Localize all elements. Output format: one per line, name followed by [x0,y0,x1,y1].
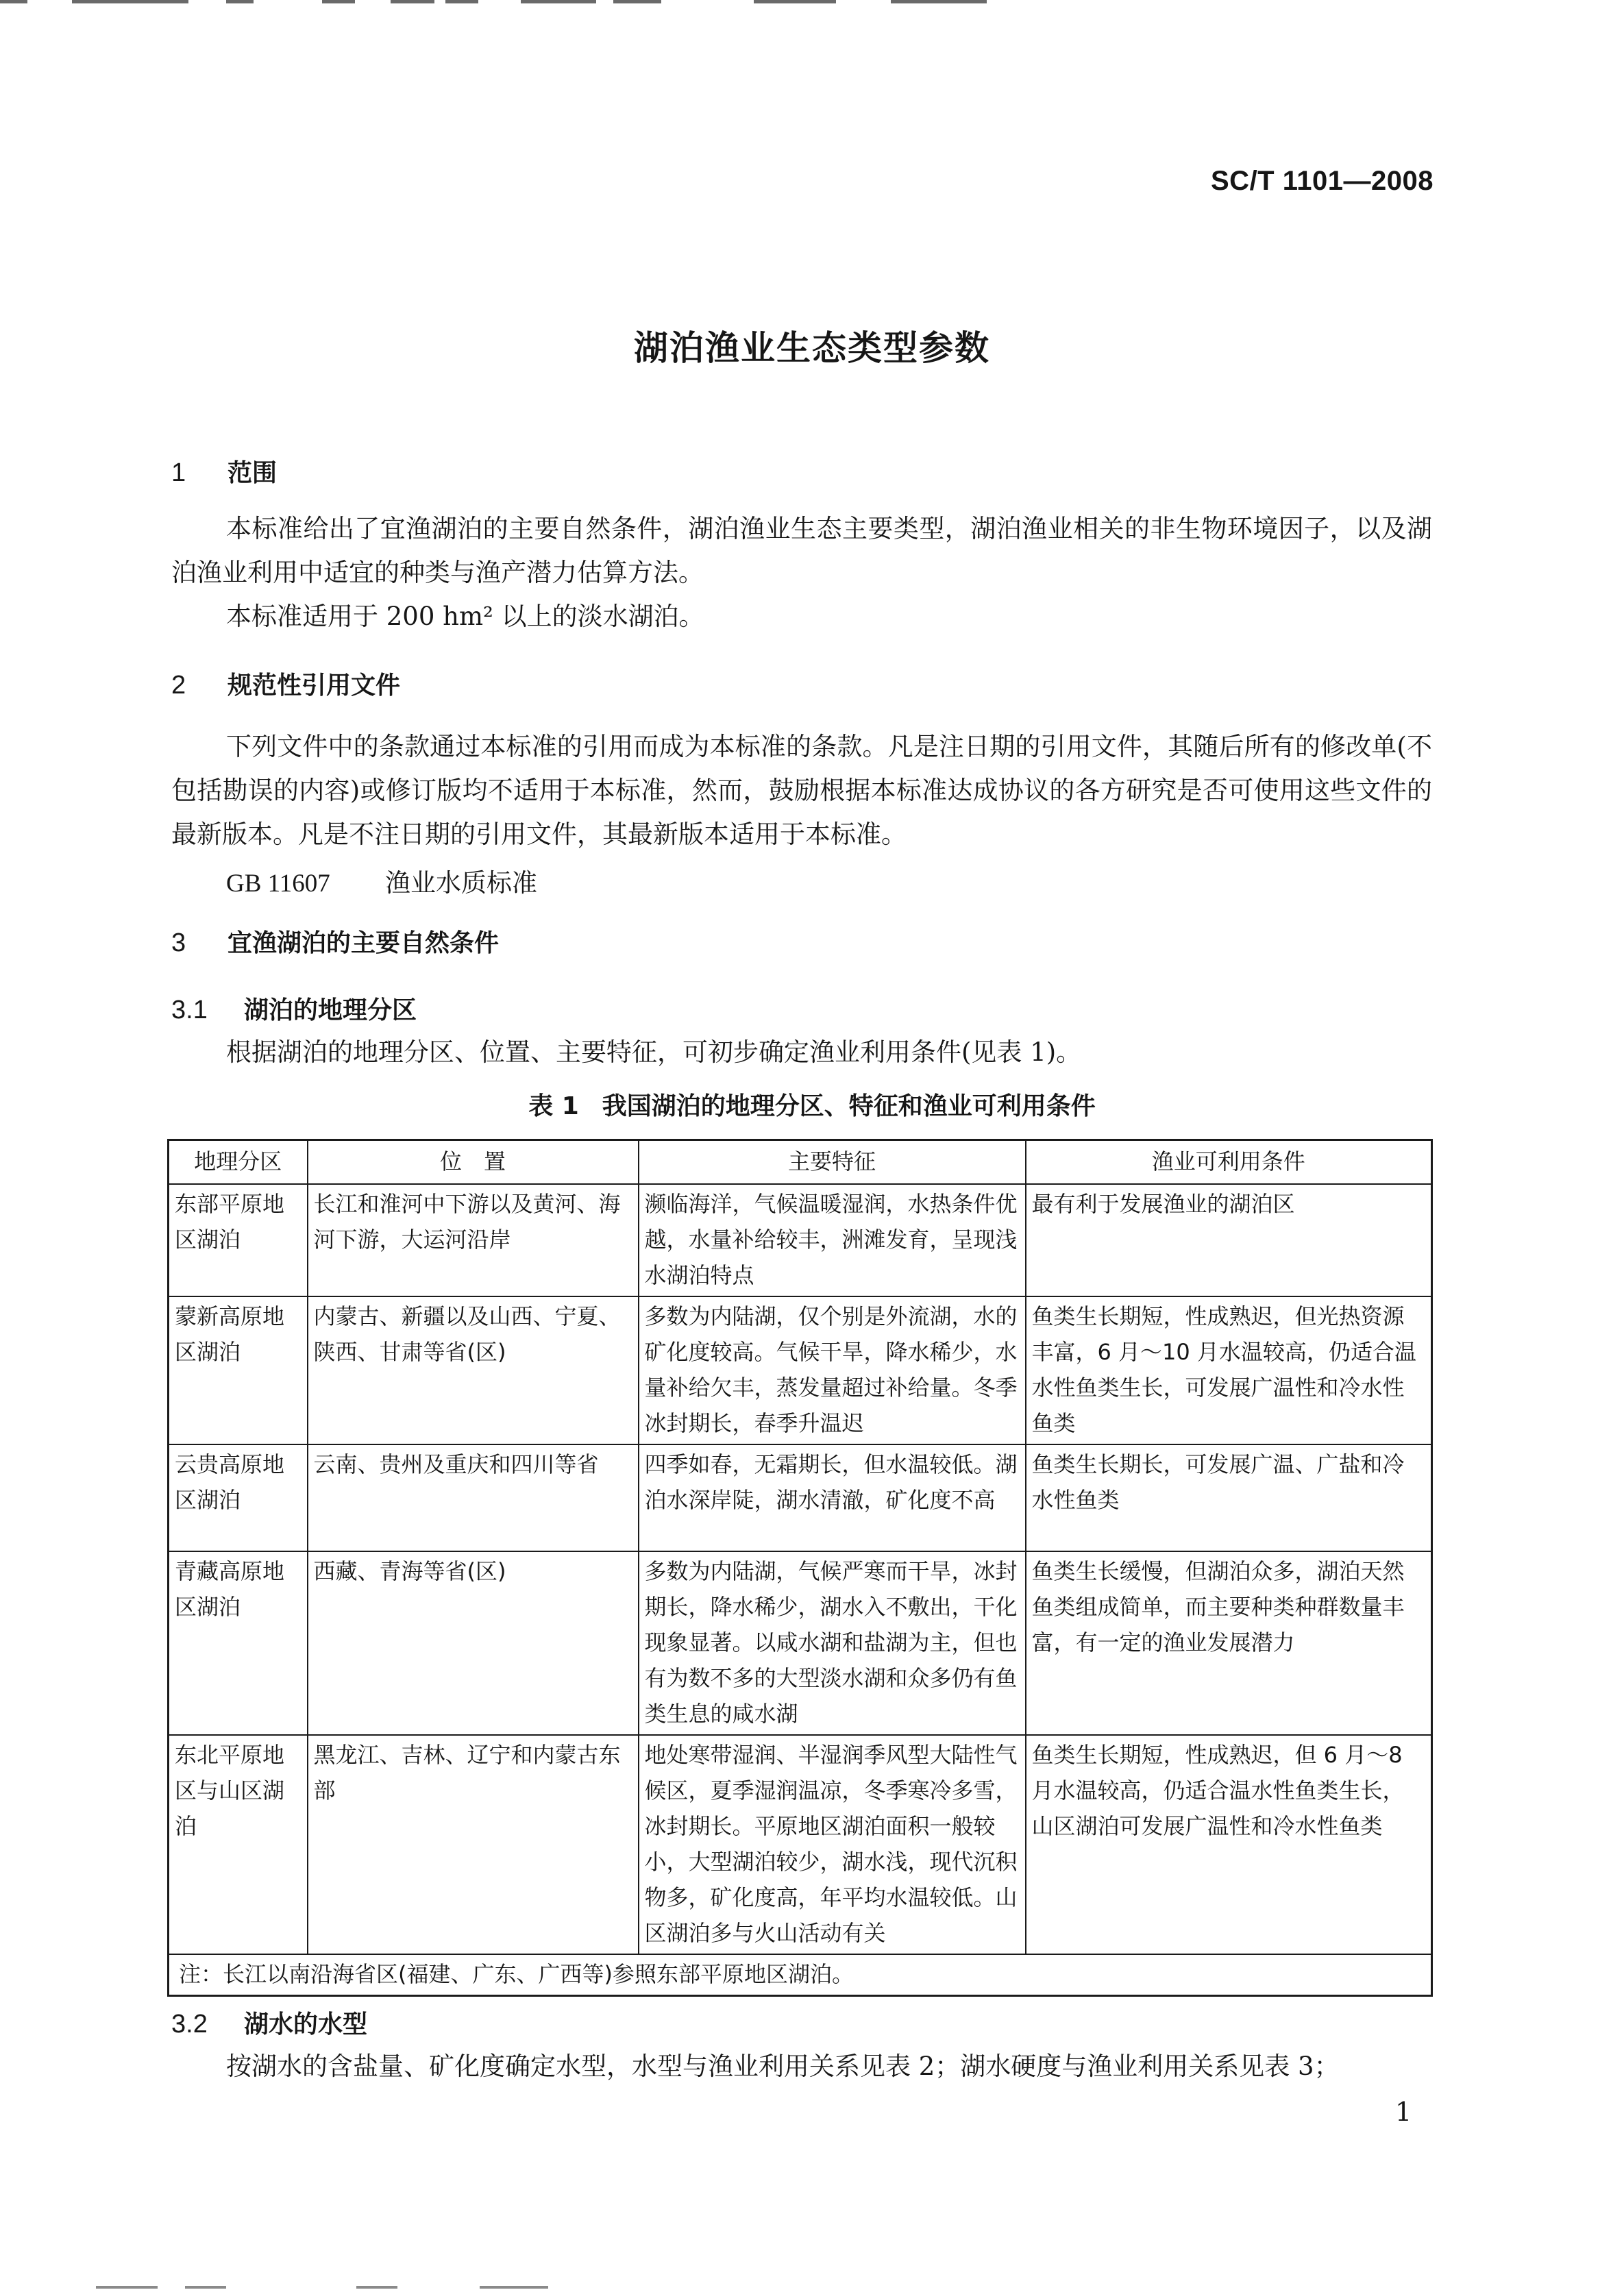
section-2-heading [171,666,400,701]
cell-features: 地处寒带湿润、半湿润季风型大陆性气候区，夏季湿润温凉，冬季寒冷多雪，冰封期长。平原地区湖泊面积一般较小，大型湖泊较少，湖水浅，现代沉积物多，矿化度高，年平均水温较低。山区湖泊多与火山活动有关 [639,1735,1026,1954]
section-3-1-paragraph: 根据湖泊的地理分区、位置、主要特征，可初步确定渔业利用条件(见表 1)。 [226,1037,1082,1067]
section-1-paragraph-1: 本标准给出了宜渔湖泊的主要自然条件，湖泊渔业生态主要类型，湖泊渔业相关的非生物环境因子，以及湖泊渔业利用中适宜的种类与渔产潜力估算方法。 [171,514,1432,587]
cell-features: 四季如春，无霜期长，但水温较低。湖泊水深岸陡，湖水清澈，矿化度不高 [639,1444,1026,1551]
normative-reference [226,862,537,899]
table-1-caption [0,1087,1624,1122]
page-number: 1 [1395,2097,1412,2127]
cell-location: 黑龙江、吉林、辽宁和内蒙古东部 [308,1735,639,1954]
header-conditions: 渔业可利用条件 [1026,1140,1432,1185]
cell-location: 内蒙古、新疆以及山西、宁夏、陕西、甘肃等省(区) [308,1296,639,1444]
cell-features: 濒临海洋，气候温暖湿润，水热条件优越，水量补给较丰，洲滩发育，呈现浅水湖泊特点 [639,1184,1026,1296]
header-features: 主要特征 [639,1140,1026,1185]
header-location: 位 置 [308,1140,639,1185]
section-number: 3 [171,928,186,957]
cell-conditions: 最有利于发展渔业的湖泊区 [1026,1184,1432,1296]
section-number: 3.1 [171,996,208,1024]
section-3-2-paragraph: 按湖水的含盐量、矿化度确定水型，水型与渔业利用关系见表 2；湖水硬度与渔业利用关系见表 3； [226,2052,1340,2081]
cell-zone: 东北平原地区与山区湖泊 [169,1735,308,1954]
cell-features: 多数为内陆湖，仅个别是外流湖，水的矿化度较高。气候干旱，降水稀少，水量补给欠丰，蒸发量超过补给量。冬季冰封期长，春季升温迟 [639,1296,1026,1444]
document-code: SC/T 1101—2008 [1211,166,1434,196]
table-note: 注：长江以南沿海省区(福建、广东、广西等)参照东部平原地区湖泊。 [169,1954,1432,1996]
section-number: 3.2 [171,2010,208,2039]
cell-conditions: 鱼类生长期短，性成熟迟，但 6 月～8 月水温较高，仍适合温水性鱼类生长，山区湖泊可发展广温性和冷水性鱼类 [1026,1735,1432,1954]
section-3-heading [171,924,499,959]
reference-code: GB 11607 [226,870,330,898]
document-title: 湖泊渔业生态类型参数 [634,328,990,368]
header-zone: 地理分区 [169,1140,308,1185]
table-row [169,1735,1432,1954]
cell-zone: 东部平原地区湖泊 [169,1184,308,1296]
section-number: 1 [171,458,186,487]
section-title: 湖泊的地理分区 [244,996,417,1024]
cell-zone: 青藏高原地区湖泊 [169,1551,308,1735]
section-3-1-heading [171,991,417,1026]
cell-location: 云南、贵州及重庆和四川等省 [308,1444,639,1551]
cell-conditions: 鱼类生长期长，可发展广温、广盐和冷水性鱼类 [1026,1444,1432,1551]
reference-title: 渔业水质标准 [385,868,537,898]
section-number: 2 [171,671,186,700]
table-row [169,1296,1432,1444]
table-row [169,1551,1432,1735]
section-title: 规范性引用文件 [227,672,401,700]
cell-conditions: 鱼类生长缓慢，但湖泊众多，湖泊天然鱼类组成简单，而主要种类种群数量丰富，有一定的渔业发展潜力 [1026,1551,1432,1735]
table-title: 我国湖泊的地理分区、特征和渔业可利用条件 [602,1092,1096,1120]
section-2-paragraph: 下列文件中的条款通过本标准的引用而成为本标准的条款。凡是注日期的引用文件，其随后所有的修改单(不包括勘误的内容)或修订版均不适用于本标准，然而，鼓励根据本标准达成协议的各方研究是否可使用这些文件的最新版本。凡是不注日期的引用文件，其最新版本适用于本标准。 [171,732,1432,849]
table-row [169,1444,1432,1551]
table-note-row [169,1954,1432,1996]
table-row [169,1184,1432,1296]
table-label: 表 1 [528,1092,579,1120]
cell-zone: 蒙新高原地区湖泊 [169,1296,308,1444]
section-title: 宜渔湖泊的主要自然条件 [227,929,500,957]
section-title: 湖水的水型 [244,2010,368,2039]
table-header-row [169,1140,1432,1185]
section-3-2-heading [171,2005,367,2040]
table-1 [167,1139,1433,1997]
cell-conditions: 鱼类生长期短，性成熟迟，但光热资源丰富，6 月～10 月水温较高，仍适合温水性鱼类生长，可发展广温性和冷水性鱼类 [1026,1296,1432,1444]
section-1-paragraph-2: 本标准适用于 200 hm² 以上的淡水湖泊。 [226,602,704,631]
section-1-heading [171,454,277,489]
cell-location: 长江和淮河中下游以及黄河、海河下游，大运河沿岸 [308,1184,639,1296]
cell-location: 西藏、青海等省(区) [308,1551,639,1735]
cell-zone: 云贵高原地区湖泊 [169,1444,308,1551]
cell-features: 多数为内陆湖，气候严寒而干旱，冰封期长，降水稀少，湖水入不敷出，干化现象显著。以咸水湖和盐湖为主，但也有为数不多的大型淡水湖和众多仍有鱼类生息的咸水湖 [639,1551,1026,1735]
section-title: 范围 [227,459,278,487]
